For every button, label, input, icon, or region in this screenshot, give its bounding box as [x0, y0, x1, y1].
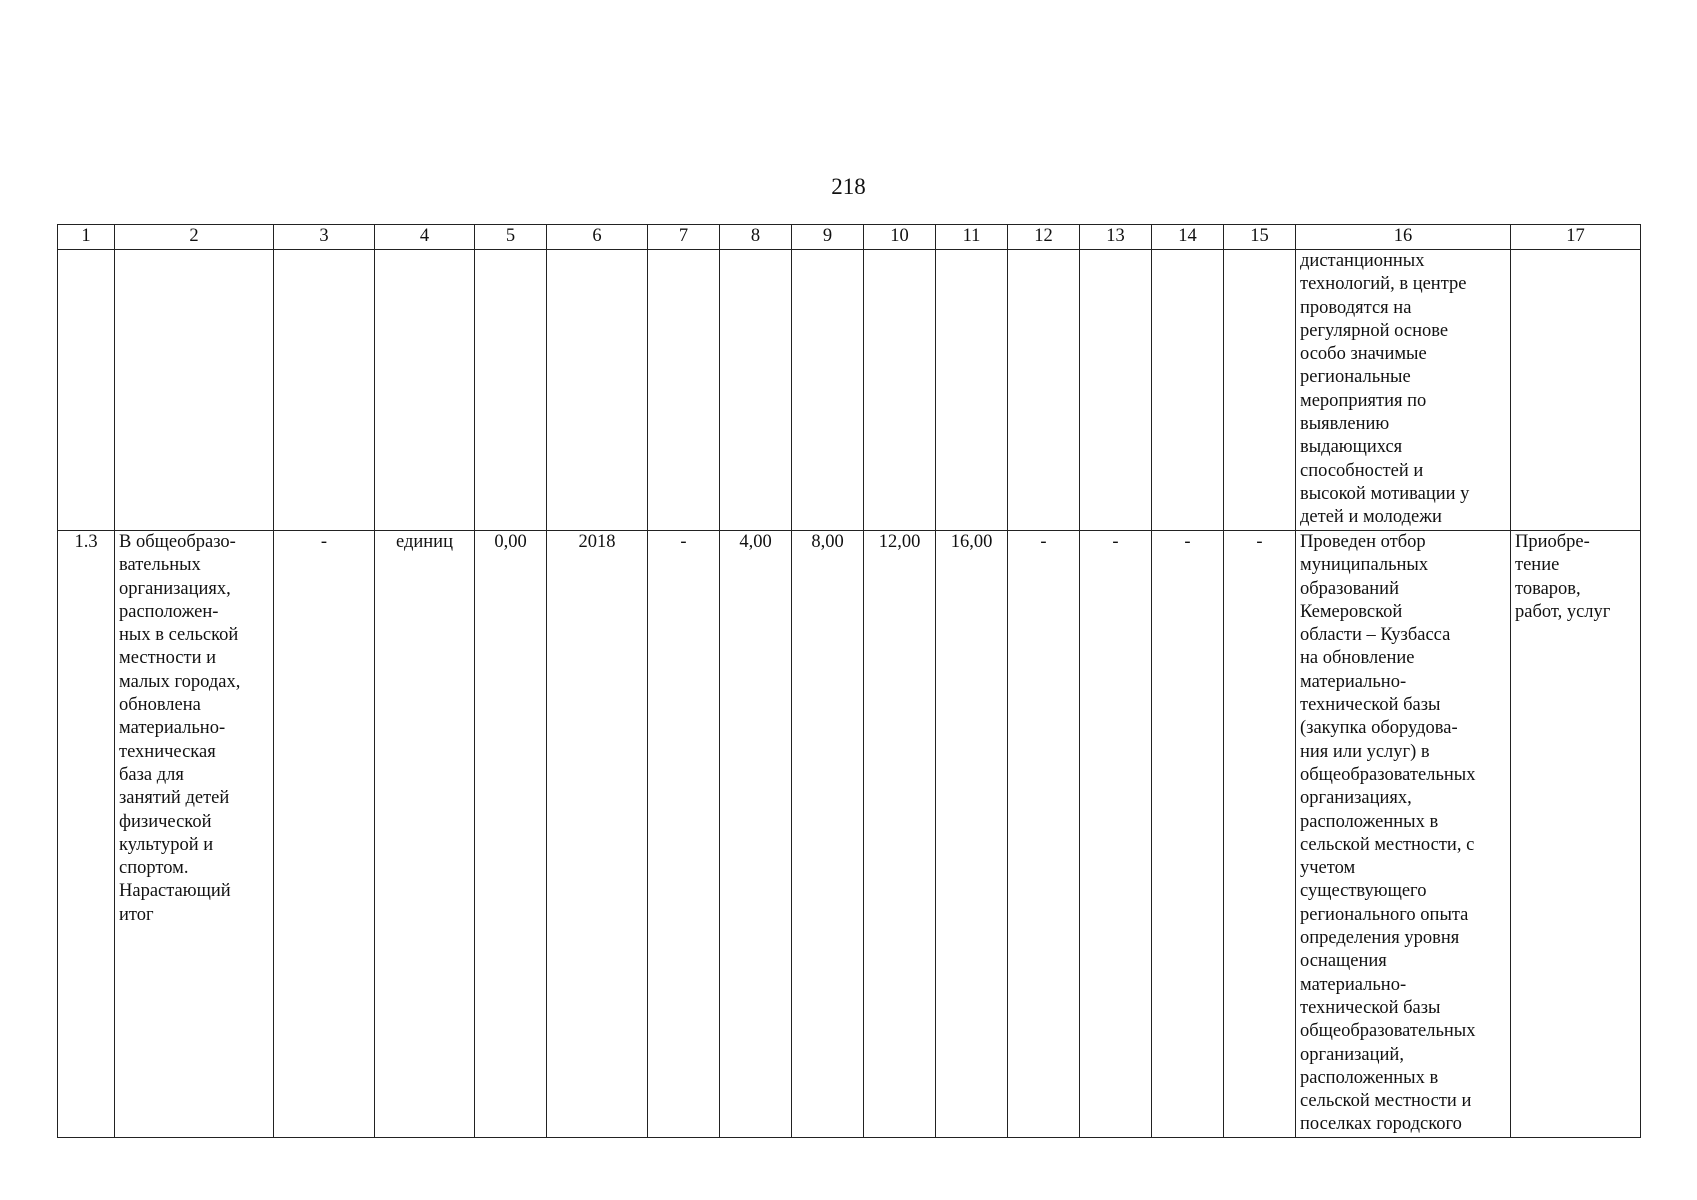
table-cell: -: [648, 531, 720, 1138]
text-line: культурой и: [119, 834, 214, 855]
text-line: товаров,: [1515, 578, 1581, 599]
text-line: существующего: [1300, 881, 1427, 902]
funding-type-cell: [1511, 531, 1641, 1138]
text-line: муниципальных: [1300, 555, 1429, 576]
column-header: 10: [864, 225, 936, 250]
text-line: Приобре-: [1515, 532, 1590, 552]
table-cell: [115, 250, 274, 531]
text-line: организациях,: [119, 578, 231, 599]
text-line: детей и молодежи: [1300, 507, 1442, 528]
text-line: итог: [119, 904, 154, 925]
value-cell: 8,00: [792, 531, 864, 1138]
column-header: 16: [1296, 225, 1511, 250]
table-header-row: [58, 225, 1641, 250]
text-line: Проведен отбор: [1300, 532, 1426, 552]
column-header: 7: [648, 225, 720, 250]
table-cell: [1511, 250, 1641, 531]
value-cell: 4,00: [720, 531, 792, 1138]
text-line: сельской местности и: [1300, 1091, 1472, 1112]
text-line: образований: [1300, 578, 1399, 599]
column-header: 8: [720, 225, 792, 250]
text-line: технологий, в центре: [1300, 274, 1467, 295]
text-line: общеобразовательных: [1300, 764, 1476, 785]
table-cell: -: [1224, 531, 1296, 1138]
table-cell: -: [1080, 531, 1152, 1138]
text-line: области – Кузбасса: [1300, 625, 1451, 646]
text-line: техническая: [119, 741, 216, 762]
text-line: ния или услуг) в: [1300, 741, 1430, 762]
text-line: Нарастающий: [119, 881, 231, 902]
text-line: занятий детей: [119, 788, 230, 809]
table-cell: [864, 250, 936, 531]
text-line: дистанционных: [1300, 251, 1425, 271]
table-cell: [1152, 250, 1224, 531]
text-line: оснащения: [1300, 951, 1387, 972]
row-number-cell: 1.3: [58, 531, 115, 1138]
table-cell: [648, 250, 720, 531]
text-line: малых городах,: [119, 671, 241, 692]
text-line: технической базы: [1300, 695, 1441, 716]
table-cell: [475, 250, 547, 531]
column-header: 17: [1511, 225, 1641, 250]
column-header: 13: [1080, 225, 1152, 250]
text-line: тение: [1515, 555, 1560, 576]
table-cell: -: [1152, 531, 1224, 1138]
column-header: 3: [274, 225, 375, 250]
column-header: 5: [475, 225, 547, 250]
table-cell: [547, 250, 648, 531]
indicator-name-cell: [115, 531, 274, 1138]
text-line: обновлена: [119, 695, 201, 716]
result-description-cell: [1296, 531, 1511, 1138]
table-cell: [58, 250, 115, 531]
table-cell: [792, 250, 864, 531]
column-header: 12: [1008, 225, 1080, 250]
text-line: сельской местности, с: [1300, 834, 1475, 855]
table-cell: [1224, 250, 1296, 531]
table-cell: [375, 250, 475, 531]
text-line: определения уровня: [1300, 928, 1460, 949]
page-number: 218: [831, 174, 866, 199]
text-line: материально-: [119, 718, 226, 739]
column-header: 6: [547, 225, 648, 250]
text-line: высокой мотивации у: [1300, 483, 1470, 504]
column-header: 11: [936, 225, 1008, 250]
column-header: 15: [1224, 225, 1296, 250]
text-line: Кемеровской: [1300, 601, 1403, 622]
text-line: особо значимые: [1300, 344, 1427, 365]
text-line: способностей и: [1300, 460, 1424, 481]
text-line: проводятся на: [1300, 297, 1412, 318]
text-line: мероприятия по: [1300, 390, 1427, 411]
value-cell: 16,00: [936, 531, 1008, 1138]
text-line: база для: [119, 764, 184, 785]
text-line: материально-: [1300, 974, 1407, 995]
column-header: 9: [792, 225, 864, 250]
text-line: местности и: [119, 648, 217, 669]
text-line: выдающихся: [1300, 437, 1403, 458]
data-table: [57, 224, 1641, 1138]
text-line: вательных: [119, 555, 201, 576]
text-line: учетом: [1300, 858, 1356, 879]
base-value-cell: 0,00: [475, 531, 547, 1138]
table-cell: -: [1008, 531, 1080, 1138]
text-line: региональные: [1300, 367, 1411, 388]
text-line: материально-: [1300, 671, 1407, 692]
text-line: организаций,: [1300, 1044, 1404, 1065]
text-line: работ, услуг: [1515, 601, 1611, 622]
text-line: регулярной основе: [1300, 320, 1449, 341]
text-line: расположенных в: [1300, 1067, 1439, 1088]
column-header: 4: [375, 225, 475, 250]
text-line: на обновление: [1300, 648, 1415, 669]
table-row: [58, 531, 1641, 1138]
table-cell: [720, 250, 792, 531]
text-line: поселках городского: [1300, 1114, 1462, 1135]
table-cell: -: [274, 531, 375, 1138]
text-line: спортом.: [119, 858, 189, 879]
table-row: [58, 250, 1641, 531]
text-line: ных в сельской: [119, 625, 239, 646]
text-line: регионального опыта: [1300, 904, 1469, 925]
column-header: 1: [58, 225, 115, 250]
table-cell: [1008, 250, 1080, 531]
text-line: В общеобразо-: [119, 532, 236, 552]
table-cell: [1080, 250, 1152, 531]
text-line: организациях,: [1300, 788, 1412, 809]
unit-cell: единиц: [375, 531, 475, 1138]
table-cell: [936, 250, 1008, 531]
text-line: общеобразовательных: [1300, 1021, 1476, 1042]
text-line: расположен-: [119, 601, 219, 622]
text-line: технической базы: [1300, 997, 1441, 1018]
text-line: (закупка оборудова-: [1300, 718, 1458, 739]
column-header: 2: [115, 225, 274, 250]
table-cell: [274, 250, 375, 531]
base-year-cell: 2018: [547, 531, 648, 1138]
text-line: физической: [119, 811, 212, 832]
text-line: расположенных в: [1300, 811, 1439, 832]
text-line: выявлению: [1300, 414, 1390, 435]
column-header: 14: [1152, 225, 1224, 250]
result-description-cell: [1296, 250, 1511, 531]
value-cell: 12,00: [864, 531, 936, 1138]
